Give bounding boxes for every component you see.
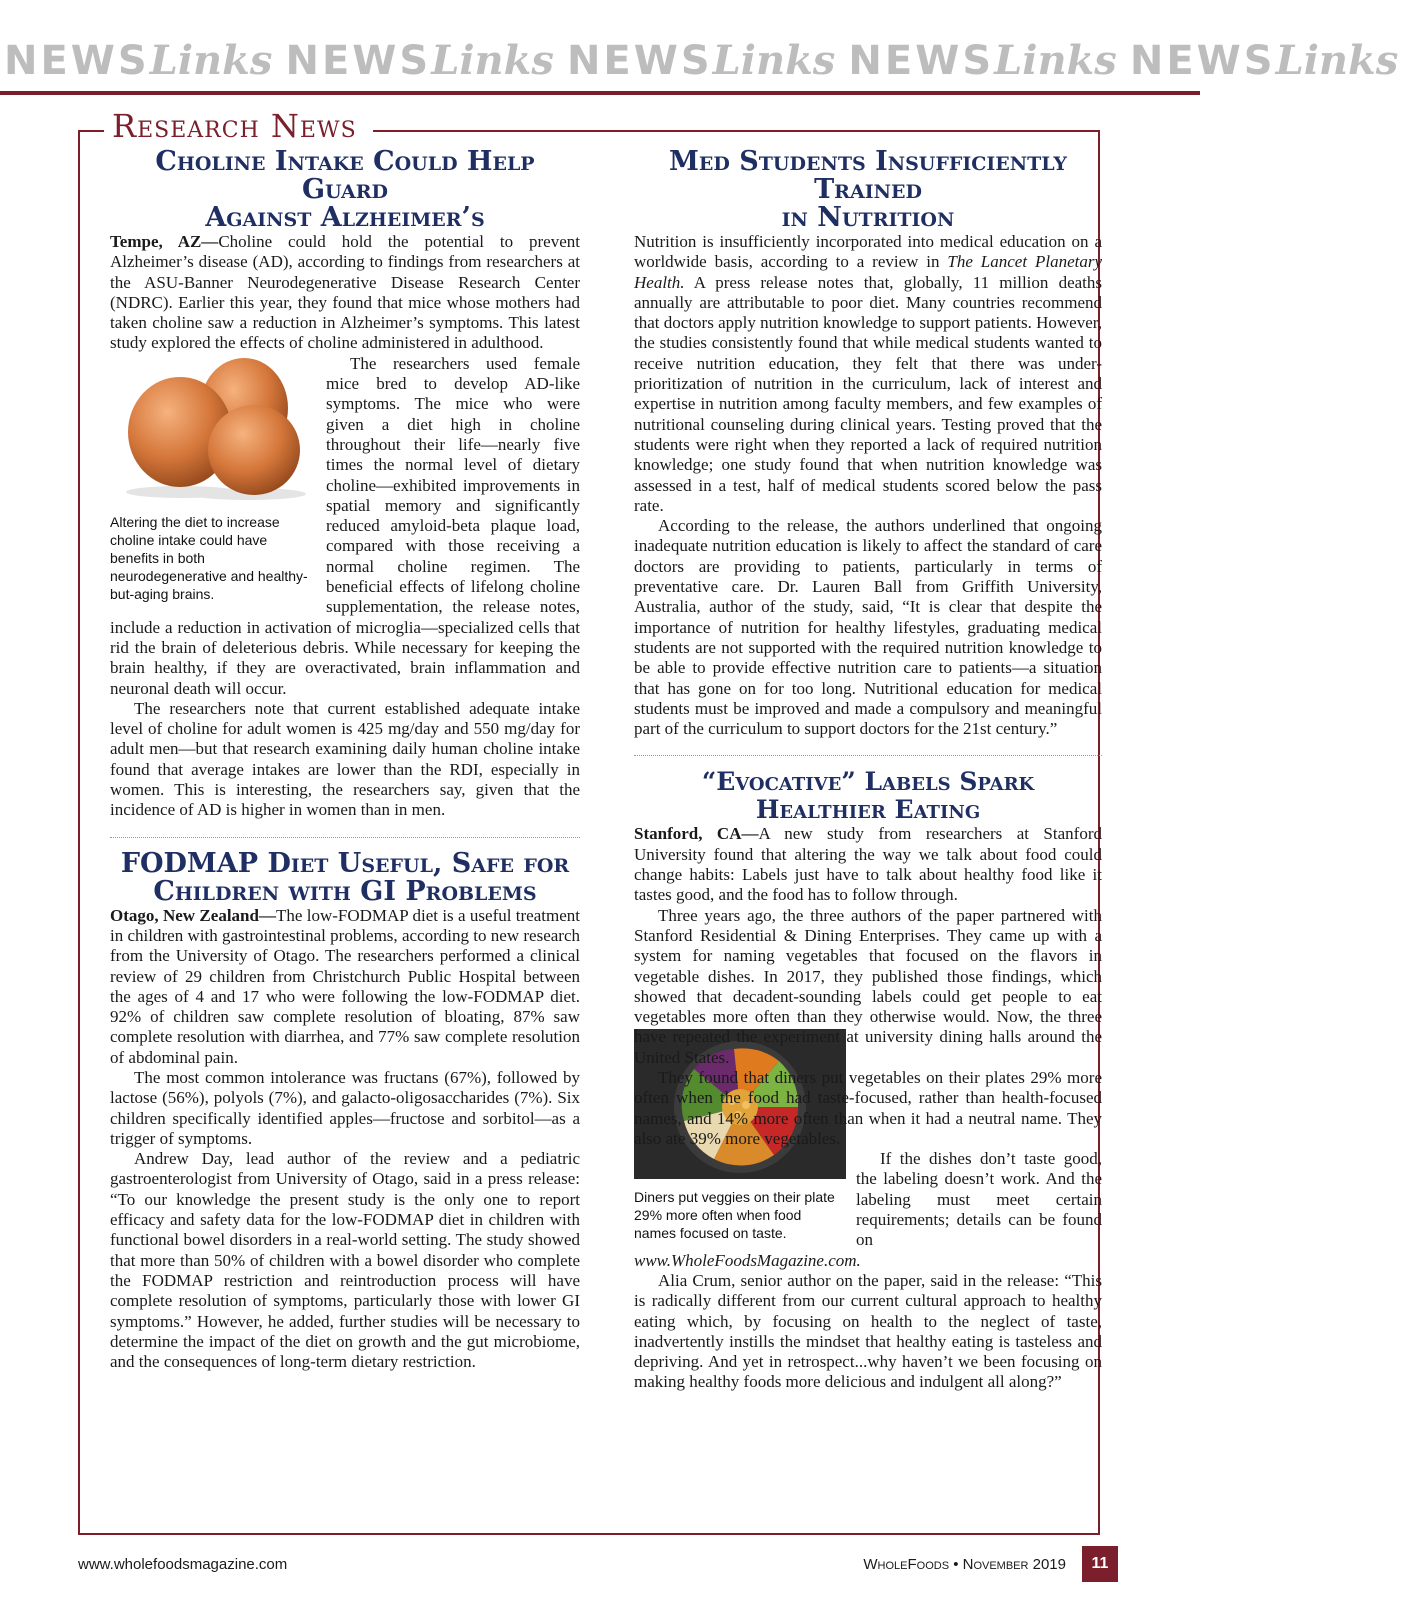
article-headline: Med Students Insufficiently Trained in Nutrition bbox=[669, 146, 1067, 233]
article-body: Tempe, AZ—Choline could hold the potential to prevent Alzheimer’s disease (AD), according to findings from researchers at the ASU-Banner Neurodegenerative Disease Research Center (NDRC). Earlier this year, they found that mice whose mothers had taken choline saw a reduction in Alzheimer’s symptoms. This latest study explored the effects of choline administered in adulthood. Altering the diet to increase choline intake could have benefits in both neurodegenerative and healthy-but-aging brains. The researchers used female mice bred to develop AD-like symptoms. The mice who were given a diet high in choline throughout their life—nearly five times the normal level of dietary choline—exhibited improvements in spatial memory and significantly reduced amyloid-beta plaque load, compared with those receiving a normal choline regimen. The beneficial effects of lifelong choline supplementation, the release notes, include a reduction in activation of microglia—specialized cells that rid the brain of deleterious debris. While necessary for keeping the brain healthy, if they are overactivated, brain inflammation and neuronal death will occur. The researchers note that current established adequate intake level of choline for adult women is 425 mg/day and 550 mg/day for adult men—but that research examining daily human choline intake found that average intakes are lower than the RDI, especially in women. This is interesting, the researchers say, given that the incidence of AD is higher in women than in men. bbox=[110, 232, 580, 820]
section-title: Research News bbox=[104, 104, 373, 148]
article-body: Otago, New Zealand—The low-FODMAP diet is a useful treatment in children with gastrointestinal problems, according to new research from the University of Otago. The researchers performed a clinical review of 29 children from Christchurch Public Hospital between the ages of 4 and 17 who were following the low-FODMAP diet. 92% of children saw complete resolution of bloating, 87% saw complete resolution with diarrhea, and 77% saw complete resolution of abdominal pain. The most common intolerance was fructans (67%), followed by lactose (56%), polyols (7%), and galacto-oligosaccharides (7%). Six children specifically identified apples—fructose and sorbitol—as a trigger of symptoms. Andrew Day, lead author of the review and a pediatric gastroenterologist from University of Otago, said in a press release: “To our knowledge the present study is the only one to report efficacy and safety data for the low-FODMAP diet in children with functional bowel disorders in a real-world setting. The study showed that more than 50% of children with a bowel disorder who complete the FODMAP restriction and reintroduction process will have complete resolution of symptoms, particularly those with lower GI symptoms.” However, he added, further studies will be necessary to determine the impact of the diet on growth and the gut microbiome, and the consequences of long-term dietary restriction. bbox=[110, 905, 580, 1372]
dateline: Stanford, CA— bbox=[634, 824, 759, 844]
figure-caption: Diners put veggies on their plate 29% more often when food names focused on taste. bbox=[634, 1189, 835, 1242]
footer-url: www.wholefoodsmagazine.com bbox=[78, 1556, 288, 1573]
article-body: Stanford, CA—A new study from researchers at Stanford University found that altering the way we talk about food could change habits: Labels just have to talk about healthy food like it tastes good, and the food has to follow through. Three years ago, the three authors of the paper partnered with Stanford Residential & Dining Enterprises. They came up with a system for naming vegetables that focused on the flavors in vegetable dishes. In 2017, they published those findings, which showed that decadent-sounding labels could get people to eat vegetables more often than they otherwise would. Now, the three have repeated the experiment at university dining halls around the United States. They found that diners put vegetables on their plates 29% more often when the food had taste-focused, rather than health-focused names, and 14% more often than when it had a neutral name. They also ate 39% more vegetables. Diners put veggies on their plate 29% more often when food names focused on taste. If the dishes don’t taste good, the labeling doesn’t work. And the labeling must meet certain requirements; details can be found on www.WholeFoodsMagazine.com. Alia Crum, senior author on the paper, said in the release: “This is radically different from our current cultural approach to healthy eating which, by focusing on health to the neglect of taste, inadvertently instills the mindset that healthy eating is tasteless and depriving. And yet in retrospect...why haven’t we been focusing on making healthy foods more delicious and indulgent all along?” bbox=[634, 824, 1102, 1392]
figure-caption: Altering the diet to increase choline intake could have benefits in both neurodegenerative and healthy-but-aging brains. bbox=[110, 514, 308, 603]
eggs-figure bbox=[110, 354, 320, 603]
article-divider bbox=[110, 837, 580, 838]
banner-unit: NEWSLinks bbox=[4, 37, 273, 84]
article-divider bbox=[634, 755, 1102, 756]
banner-rule bbox=[0, 91, 1200, 95]
eggs-image bbox=[110, 354, 320, 504]
banner-unit: NEWSLinks bbox=[566, 37, 836, 84]
journal-title: The Lancet Planetary Health. bbox=[634, 252, 1102, 292]
banner-unit: NEWSLinks bbox=[1129, 37, 1399, 84]
banner-unit: NEWSLinks bbox=[285, 37, 554, 84]
banner-unit: NEWSLinks bbox=[848, 37, 1117, 84]
footer-issue: WholeFoods • November 2019 bbox=[863, 1556, 1066, 1573]
article-body: Nutrition is insufficiently incorporated into medical education on a worldwide basis, according to a review in The Lancet Planetary Health. A press release notes that, globally, 11 million deaths annually are attributable to poor diet. Many countries recommend that doctors apply nutrition knowledge to support patients. However, the studies consistently found that while medical students wanted to receive nutrition education, they felt that there was under-prioritization of nutrition in the curriculum, lack of interest and expertise in nutrition among faculty members, and few examples of nutritional counseling during clinical years. Testing proved that the students were right when they reported a lack of required nutrition knowledge; one study found that when nutrition knowledge was assessed in a test, half of medical students scored below the pass rate. According to the release, the authors underlined that ongoing inadequate nutrition education is likely to affect the standard of care doctors are providing to patients, particularly in terms of preventative care. Dr. Lauren Ball from Griffith University, Australia, author of the study, said, “It is clear that despite the importance of nutrition for healthy lifestyles, graduating medical students are not supported with the required nutrition knowledge to be able to provide effective nutrition care to patients—a situation that has gone on for too long. Nutritional education for medical students must be improved and made a compulsory and meaningful part of the curriculum to support doctors for the 21st century.” bbox=[634, 232, 1102, 739]
magazine-url: www.WholeFoodsMagazine.com. bbox=[634, 1250, 861, 1270]
newslinks-banner bbox=[0, 30, 1399, 92]
article-headline: FODMAP Diet Useful, Safe for Children with GI Problems bbox=[120, 847, 570, 907]
left-column bbox=[110, 148, 580, 1372]
right-column bbox=[634, 148, 1102, 1393]
article-headline: Choline Intake Could Help Guard Against Alzheimer’s bbox=[155, 146, 535, 233]
article-headline: “Evocative” Labels Spark Healthier Eating bbox=[701, 767, 1035, 825]
dateline: Otago, New Zealand— bbox=[110, 905, 276, 925]
dateline: Tempe, AZ— bbox=[110, 232, 219, 251]
page-number: 11 bbox=[1082, 1546, 1118, 1582]
